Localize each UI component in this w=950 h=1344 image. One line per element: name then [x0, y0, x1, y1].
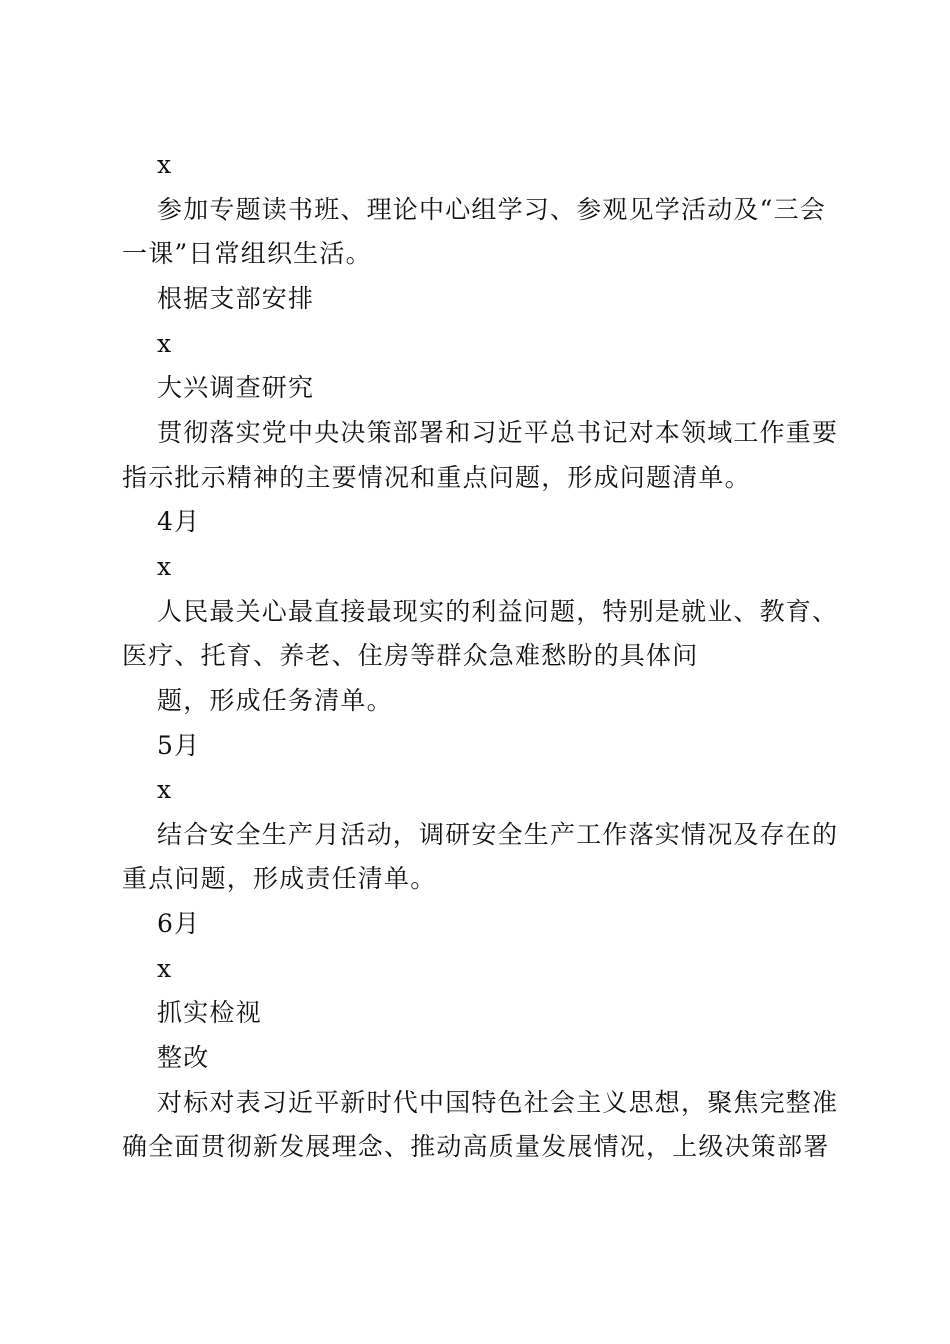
text-line: 4月 — [157, 507, 201, 536]
text-line: 抓实检视 — [157, 998, 262, 1027]
text-line: 确全面贯彻新发展理念、推动高质量发展情况，上级决策部署 — [122, 1132, 830, 1161]
text-line: 贯彻落实党中央决策部署和习近平总书记对本领域工作重要 — [157, 418, 839, 447]
text-line: 人民最关心最直接最现实的利益问题，特别是就业、教育、 — [157, 597, 839, 626]
text-line: 题，形成任务清单。 — [157, 686, 393, 715]
text-line: 医疗、托育、养老、住房等群众急难愁盼的具体问 — [122, 641, 699, 670]
text-line: 根据支部安排 — [157, 284, 315, 313]
text-line: 结合安全生产月活动，调研安全生产工作落实情况及存在的 — [157, 820, 839, 849]
text-line: 对标对表习近平新时代中国特色社会主义思想，聚焦完整准 — [157, 1088, 839, 1117]
text-line: 大兴调查研究 — [157, 373, 315, 402]
text-line: 6月 — [157, 909, 201, 938]
text-line: 参加专题读书班、理论中心组学习、参观见学活动及“三会 — [157, 195, 826, 224]
text-line: x — [157, 775, 173, 804]
text-line: 5月 — [157, 731, 201, 760]
text-line: 整改 — [157, 1043, 210, 1072]
text-line: x — [157, 954, 173, 983]
text-line: x — [157, 329, 173, 358]
text-line: 指示批示精神的主要情况和重点问题，形成问题清单。 — [122, 463, 751, 492]
text-line: 重点问题，形成责任清单。 — [122, 864, 437, 893]
text-line: x — [157, 552, 173, 581]
text-line: 一课”日常组织生活。 — [122, 239, 372, 268]
text-line: x — [157, 150, 173, 179]
